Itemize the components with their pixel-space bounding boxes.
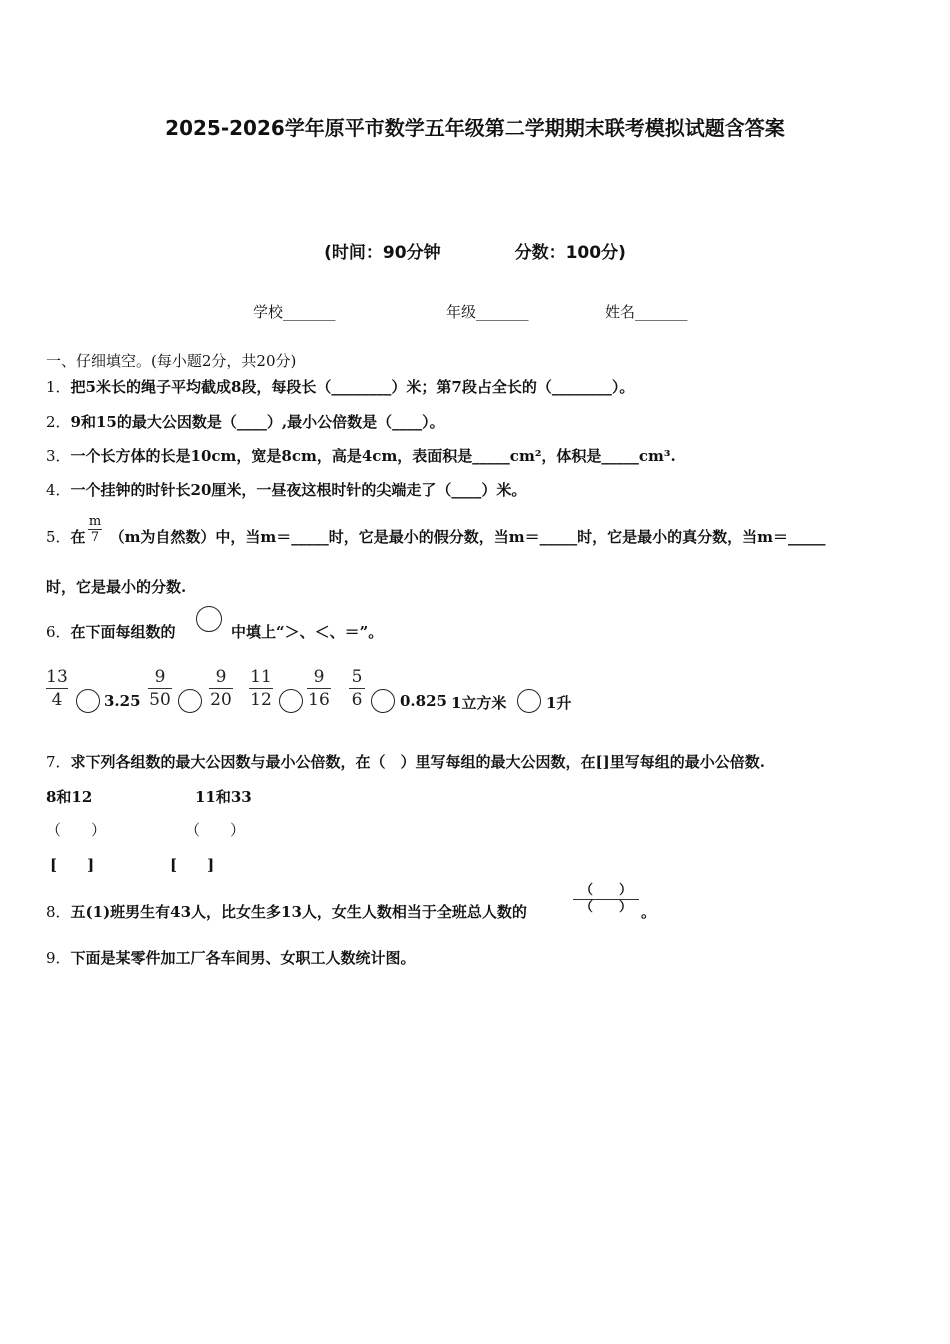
question-8 [46, 901, 527, 922]
fraction-11-12 [249, 667, 273, 710]
question-number: 4． [46, 481, 71, 499]
compare-circle-2[interactable] [178, 689, 202, 713]
question-text: 9和15的最大公因数是（____）,最小公倍数是（____）。 [70, 413, 445, 431]
value-0-825: 0.825 [400, 692, 447, 710]
grade-field[interactable]: 年级_______ [446, 303, 529, 321]
name-field[interactable]: 姓名_______ [605, 303, 688, 321]
fraction-5-6 [349, 667, 365, 710]
fraction-numerator: 9 [154, 667, 166, 687]
question-number: 2． [46, 413, 71, 431]
question-text: 在 [70, 528, 86, 546]
value-1-liter: 1升 [546, 694, 572, 712]
question-number: 9． [46, 949, 71, 967]
example-circle-icon [196, 606, 222, 632]
fraction-numerator: 5 [351, 667, 363, 687]
group-11-and-33: 11和33 [195, 788, 252, 806]
fraction-m-over-7 [88, 514, 102, 545]
question-number: 6． [46, 623, 71, 641]
fraction-numerator: 11 [250, 667, 272, 687]
compare-circle-5[interactable] [517, 689, 541, 713]
school-field[interactable]: 学校_______ [253, 303, 336, 321]
fraction-numerator: （ ） [579, 883, 632, 898]
fraction-denominator: 4 [51, 690, 63, 710]
exam-info [0, 238, 950, 263]
question-9 [46, 947, 416, 968]
question-number: 5． [46, 528, 71, 546]
group-8-and-12: 8和12 [46, 788, 93, 806]
question-text: 下面是某零件加工厂各车间男、女职工人数统计图。 [70, 949, 416, 967]
fraction-denominator: 20 [210, 690, 232, 710]
question-5 [46, 526, 826, 547]
question-6-instruction: 中填上“＞、＜、＝”。 [231, 623, 384, 641]
question-6 [46, 621, 176, 642]
fraction-denominator: 6 [351, 690, 363, 710]
value-3-25: 3.25 [104, 692, 141, 710]
question-1 [46, 376, 634, 397]
question-3 [46, 445, 676, 466]
question-8-end: 。 [641, 903, 657, 921]
fraction-13-4 [46, 667, 68, 710]
fraction-numerator: m [88, 514, 102, 529]
lcm-blank-2[interactable]: [ ] [170, 856, 215, 874]
question-text: 把5米长的绳子平均截成8段，每段长（________）米；第7段占全长的（________）。 [70, 378, 635, 396]
page-title: 2025-2026学年原平市数学五年级第二学期期末联考模拟试题含答案 [165, 116, 785, 140]
question-number: 3． [46, 447, 71, 465]
fraction-9-16 [307, 667, 331, 710]
question-text: 一个长方体的长是10cm，宽是8cm，高是4cm，表面积是_____cm²，体积是_____cm³. [70, 447, 676, 465]
exam-time: (时间：90分钟 [324, 243, 441, 263]
question-text: （m为自然数）中，当m＝_____时，它是最小的假分数，当m＝_____时，它是最小的真分数，当m＝_____ [109, 528, 826, 546]
compare-circle-4[interactable] [371, 689, 395, 713]
fraction-denominator: 7 [90, 530, 100, 545]
question-text: 在下面每组数的 [70, 623, 176, 641]
question-2 [46, 411, 445, 432]
question-4 [46, 479, 526, 500]
fraction-numerator: 9 [215, 667, 227, 687]
question-text: 一个挂钟的时针长20厘米，一昼夜这根时针的尖端走了（____）米。 [70, 481, 527, 499]
fraction-denominator: 50 [149, 690, 171, 710]
compare-circle-1[interactable] [76, 689, 100, 713]
fraction-denominator: 16 [308, 690, 330, 710]
question-number: 1． [46, 378, 71, 396]
fraction-numerator: 13 [46, 667, 68, 687]
answer-fraction-blank[interactable] [573, 883, 639, 916]
question-text: 求下列各组数的最大公因数与最小公倍数，在（ ）里写每组的最大公因数，在[]里写每组的最小公倍数. [70, 753, 765, 771]
fraction-denominator: （ ） [579, 900, 632, 915]
fraction-numerator: 9 [313, 667, 325, 687]
question-number: 8． [46, 903, 71, 921]
question-number: 7． [46, 753, 71, 771]
exam-score: 分数：100分) [514, 243, 626, 263]
fraction-9-50 [148, 667, 172, 710]
gcd-blank-2[interactable]: （ ） [185, 821, 246, 839]
section-heading: 一、仔细填空。(每小题2分，共20分) [46, 352, 297, 370]
lcm-blank-1[interactable]: [ ] [50, 856, 95, 874]
compare-circle-3[interactable] [279, 689, 303, 713]
fraction-9-20 [209, 667, 233, 710]
fraction-denominator: 12 [250, 690, 272, 710]
question-text: 五(1)班男生有43人，比女生多13人，女生人数相当于全班总人数的 [70, 903, 527, 921]
value-1-cubic-meter: 1立方米 [451, 694, 507, 712]
gcd-blank-1[interactable]: （ ） [46, 821, 107, 839]
question-5-continued: 时，它是最小的分数. [46, 578, 187, 596]
question-7 [46, 751, 765, 772]
